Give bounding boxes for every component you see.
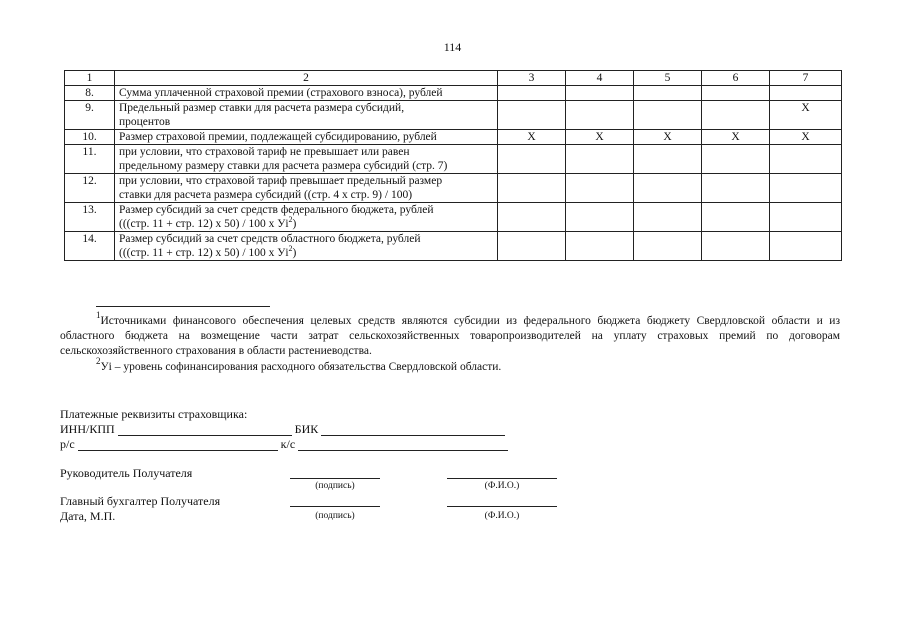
description-text: Размер страховой премии, подлежащей субсидированию, рублей bbox=[119, 131, 437, 143]
description-text: Сумма уплаченной страховой премии (страхового взноса), рублей bbox=[119, 87, 443, 99]
requisites-title: Платежные реквизиты страховщика: bbox=[60, 407, 248, 421]
column-header: 3 bbox=[498, 71, 566, 86]
description-line bbox=[119, 130, 493, 144]
row-number: 14. bbox=[65, 232, 115, 261]
description-text: (((стр. 11 + стр. 12) х 50) / 100 х Уi bbox=[119, 247, 289, 259]
description-text: (((стр. 11 + стр. 12) х 50) / 100 х Уi bbox=[119, 218, 289, 230]
description-text: при условии, что страховой тариф превышает предельный размер bbox=[119, 175, 443, 187]
value-cell[interactable] bbox=[770, 203, 842, 232]
value-cell[interactable] bbox=[702, 145, 770, 174]
value-cell[interactable] bbox=[566, 86, 634, 101]
table-row bbox=[65, 86, 842, 101]
accountant-fio-caption: (Ф.И.О.) bbox=[484, 511, 520, 521]
head-fio-line[interactable] bbox=[447, 478, 557, 479]
rs-ks-line bbox=[60, 437, 508, 451]
footnote-1 bbox=[60, 310, 840, 359]
value-cell[interactable] bbox=[566, 101, 634, 130]
description-line bbox=[119, 174, 493, 188]
value-cell[interactable] bbox=[770, 145, 842, 174]
row-description bbox=[115, 86, 498, 101]
row-description bbox=[115, 232, 498, 261]
row-description bbox=[115, 130, 498, 145]
description-line bbox=[119, 159, 493, 173]
head-signature-line[interactable] bbox=[290, 478, 380, 479]
accountant-signature-caption: (подпись) bbox=[315, 511, 355, 521]
value-cell[interactable]: X bbox=[770, 130, 842, 145]
value-cell[interactable] bbox=[634, 101, 702, 130]
value-cell[interactable] bbox=[498, 203, 566, 232]
column-header: 7 bbox=[770, 71, 842, 86]
description-line bbox=[119, 115, 493, 129]
page-number: 114 bbox=[443, 40, 462, 54]
value-cell[interactable] bbox=[702, 101, 770, 130]
chief-accountant-label: Главный бухгалтер Получателя bbox=[60, 494, 221, 508]
row-description bbox=[115, 145, 498, 174]
head-label: Руководитель Получателя bbox=[60, 466, 193, 480]
value-cell[interactable] bbox=[498, 174, 566, 203]
description-line bbox=[119, 101, 493, 115]
description-text: процентов bbox=[119, 116, 171, 128]
head-fio-caption: (Ф.И.О.) bbox=[484, 481, 520, 491]
value-cell[interactable] bbox=[634, 174, 702, 203]
value-cell[interactable] bbox=[566, 203, 634, 232]
description-text: ставки для расчета размера субсидий ((стр. 4 х стр. 9) / 100) bbox=[119, 189, 413, 201]
value-cell[interactable] bbox=[634, 145, 702, 174]
row-number: 8. bbox=[65, 86, 115, 101]
footnote-separator bbox=[96, 306, 270, 307]
column-header: 1 bbox=[65, 71, 115, 86]
rs-field[interactable] bbox=[78, 439, 278, 451]
table-row bbox=[65, 232, 842, 261]
row-description bbox=[115, 101, 498, 130]
value-cell[interactable] bbox=[634, 86, 702, 101]
value-cell[interactable] bbox=[498, 101, 566, 130]
row-description bbox=[115, 174, 498, 203]
value-cell[interactable]: X bbox=[770, 101, 842, 130]
value-cell[interactable] bbox=[566, 232, 634, 261]
row-number: 12. bbox=[65, 174, 115, 203]
description-line bbox=[119, 217, 493, 231]
row-number: 10. bbox=[65, 130, 115, 145]
superscript-mark: 2 bbox=[288, 215, 293, 225]
footnote-2 bbox=[60, 356, 840, 375]
description-text: Размер субсидий за счет средств областного бюджета, рублей bbox=[119, 233, 421, 245]
row-description bbox=[115, 203, 498, 232]
description-line bbox=[119, 232, 493, 246]
inn-kpp-field[interactable] bbox=[118, 424, 292, 436]
description-line bbox=[119, 188, 493, 202]
value-cell[interactable] bbox=[702, 203, 770, 232]
value-cell[interactable]: X bbox=[634, 130, 702, 145]
inn-kpp-label: ИНН/КПП bbox=[60, 422, 115, 436]
value-cell[interactable] bbox=[770, 174, 842, 203]
value-cell[interactable] bbox=[498, 145, 566, 174]
value-cell[interactable] bbox=[770, 86, 842, 101]
value-cell[interactable]: X bbox=[498, 130, 566, 145]
description-line bbox=[119, 86, 493, 100]
value-cell[interactable] bbox=[634, 232, 702, 261]
superscript-mark: 2 bbox=[288, 244, 293, 254]
table-row bbox=[65, 203, 842, 232]
description-line bbox=[119, 246, 493, 260]
table-row bbox=[65, 101, 842, 130]
value-cell[interactable] bbox=[566, 174, 634, 203]
inn-bik-line bbox=[60, 422, 505, 436]
footnote-2-mark: 2 bbox=[96, 356, 101, 367]
row-number: 9. bbox=[65, 101, 115, 130]
value-cell[interactable]: X bbox=[702, 130, 770, 145]
description-text: Размер субсидий за счет средств федерального бюджета, рублей bbox=[119, 204, 434, 216]
bik-label: БИК bbox=[294, 422, 319, 436]
table-header-row bbox=[65, 71, 842, 86]
value-cell[interactable] bbox=[498, 86, 566, 101]
bik-field[interactable] bbox=[321, 424, 505, 436]
value-cell[interactable] bbox=[770, 232, 842, 261]
row-number: 13. bbox=[65, 203, 115, 232]
footnote-2-text: Уi – уровень софинансирования расходного обязательства Свердловской области. bbox=[100, 361, 502, 373]
table-row bbox=[65, 174, 842, 203]
value-cell[interactable] bbox=[702, 174, 770, 203]
closing-paren: ) bbox=[292, 247, 297, 259]
accountant-fio-line[interactable] bbox=[447, 506, 557, 507]
column-header: 2 bbox=[115, 71, 498, 86]
row-number: 11. bbox=[65, 145, 115, 174]
accountant-signature-line[interactable] bbox=[290, 506, 380, 507]
value-cell[interactable] bbox=[498, 232, 566, 261]
footnote-1-text: Источниками финансового обеспечения целевых средств являются субсидии из федерального бюджета бюджету Свердловской области и из областного бюджета на возмещение части затрат сельскохозяйственных товаропроизводителей на уплату страховых премий по договорам сельскохозяйственного страхования в области растениеводства. bbox=[60, 315, 840, 357]
column-header: 4 bbox=[566, 71, 634, 86]
column-header: 6 bbox=[702, 71, 770, 86]
value-cell[interactable]: X bbox=[566, 130, 634, 145]
description-text: при условии, что страховой тариф не превышает или равен bbox=[119, 146, 410, 158]
description-line bbox=[119, 203, 493, 217]
column-header: 5 bbox=[634, 71, 702, 86]
ks-field[interactable] bbox=[298, 439, 508, 451]
head-signature-caption: (подпись) bbox=[315, 481, 355, 491]
value-cell[interactable] bbox=[702, 86, 770, 101]
subsidy-table bbox=[64, 70, 842, 261]
value-cell[interactable] bbox=[566, 145, 634, 174]
ks-label: к/с bbox=[280, 437, 296, 451]
description-line bbox=[119, 145, 493, 159]
table-row bbox=[65, 130, 842, 145]
footnote-1-mark: 1 bbox=[96, 310, 101, 321]
rs-label: р/с bbox=[60, 437, 75, 451]
description-text: Предельный размер ставки для расчета размера субсидий, bbox=[119, 102, 405, 114]
closing-paren: ) bbox=[292, 218, 297, 230]
table-row bbox=[65, 145, 842, 174]
value-cell[interactable] bbox=[702, 232, 770, 261]
description-text: предельному размеру ставки для расчета размера субсидий (стр. 7) bbox=[119, 160, 448, 172]
value-cell[interactable] bbox=[634, 203, 702, 232]
date-label: Дата, М.П. bbox=[60, 509, 116, 523]
